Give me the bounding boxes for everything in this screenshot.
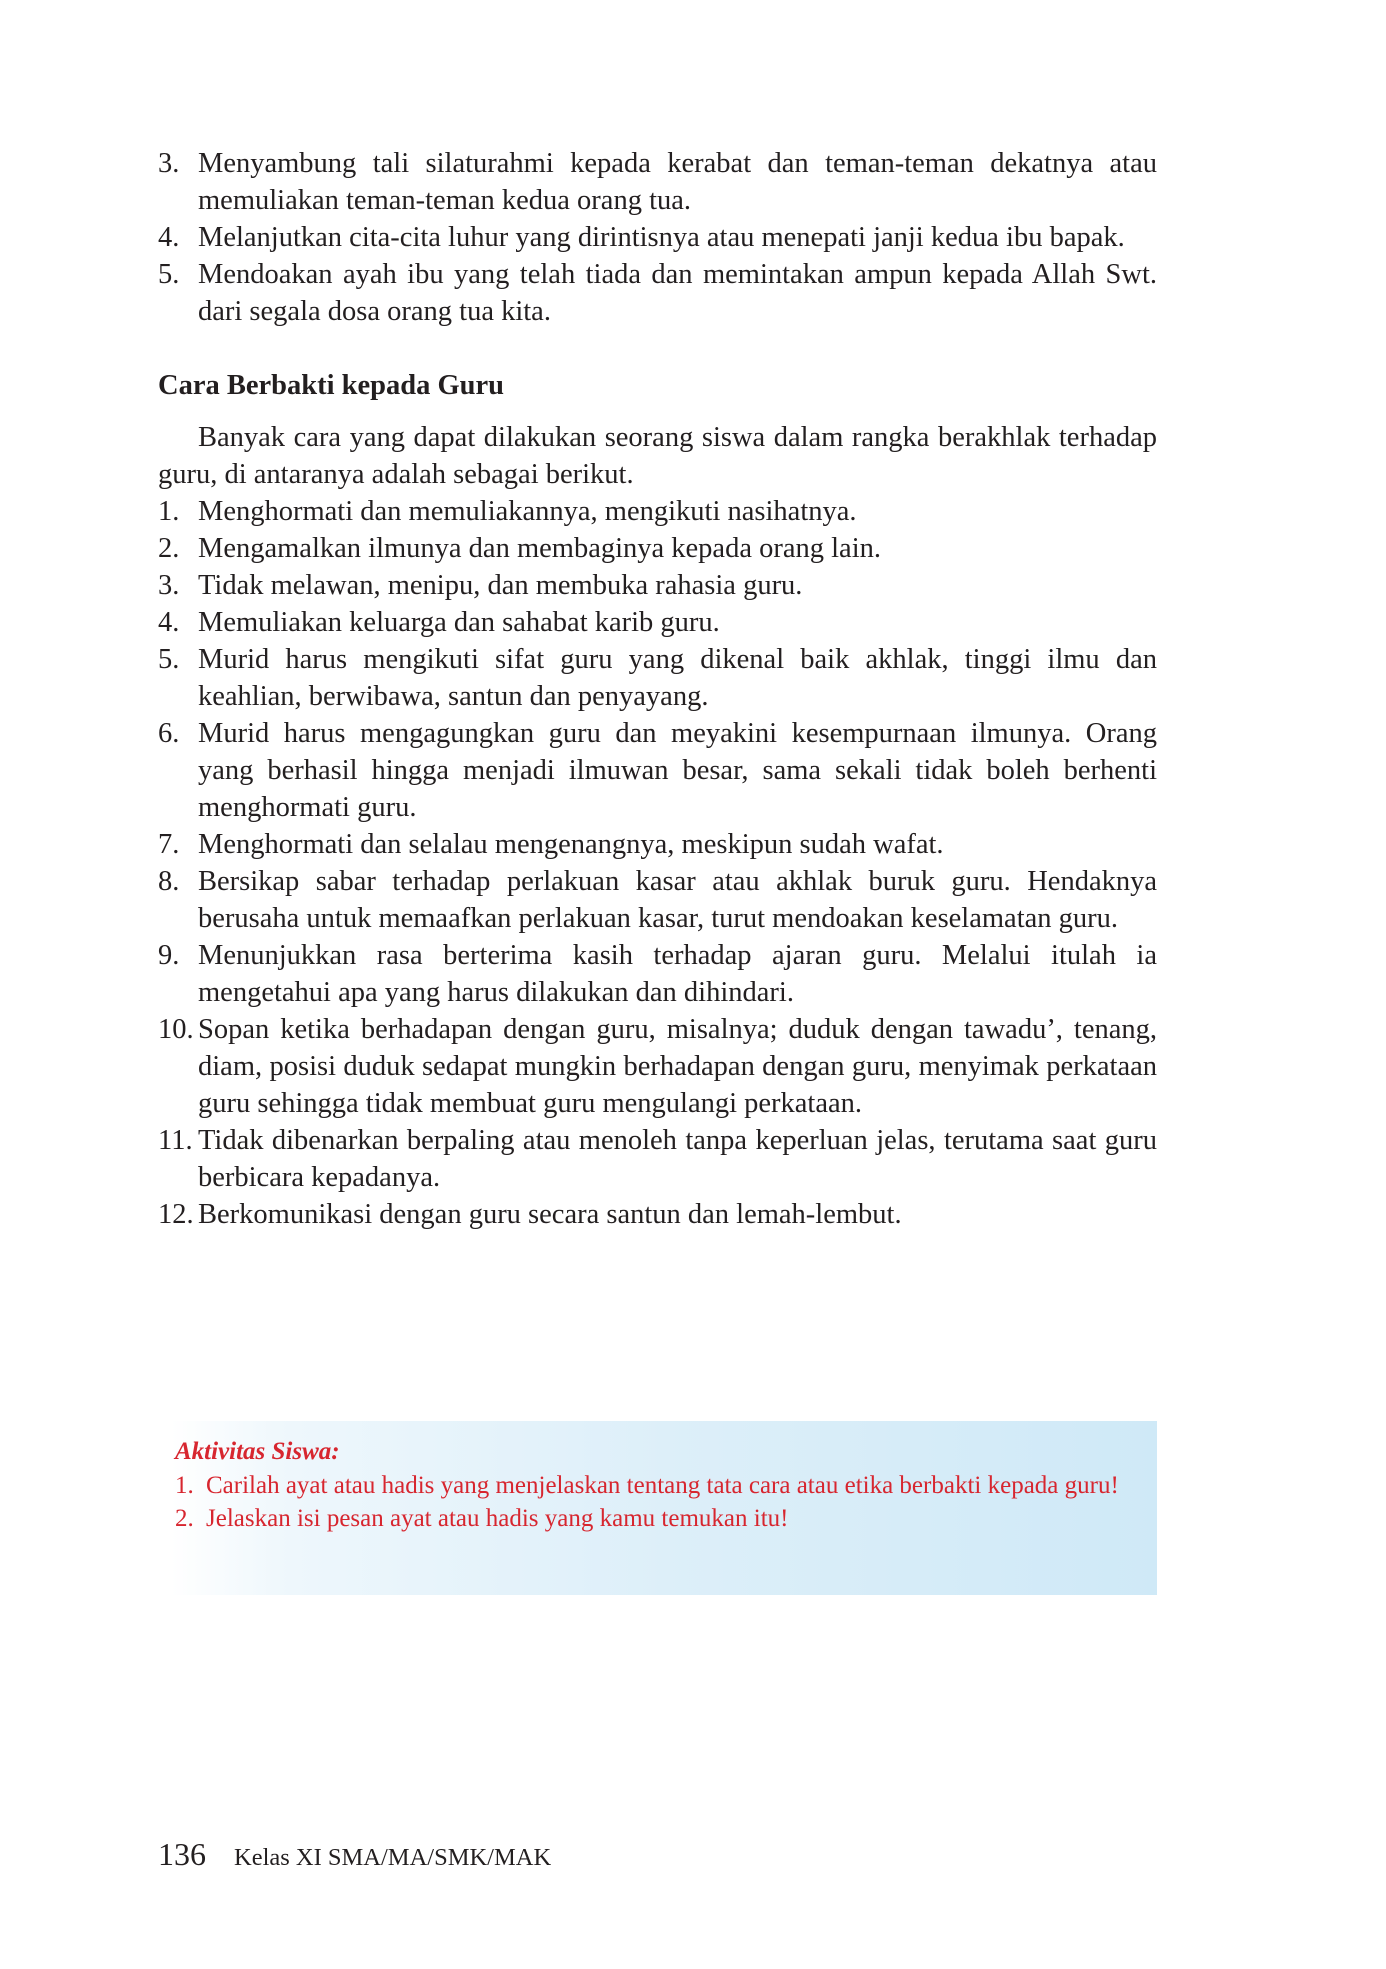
top-list bbox=[158, 145, 1157, 330]
list-item bbox=[158, 1196, 1157, 1233]
list-text: Jelaskan isi pesan ayat atau hadis yang kamu temukan itu! bbox=[206, 1505, 789, 1532]
list-item bbox=[158, 219, 1157, 256]
list-number: 3. bbox=[158, 570, 180, 601]
list-item bbox=[158, 641, 1157, 715]
activity-box bbox=[171, 1421, 1157, 1595]
list-text: Memuliakan keluarga dan sahabat karib guru. bbox=[198, 607, 720, 638]
list-number: 4. bbox=[158, 607, 180, 638]
list-number: 10. bbox=[158, 1014, 194, 1045]
list-item bbox=[173, 1469, 1157, 1502]
list-text: Melanjutkan cita-cita luhur yang dirintisnya atau menepati janji kedua ibu bapak. bbox=[198, 222, 1125, 253]
list-number: 7. bbox=[158, 829, 180, 860]
activity-list bbox=[173, 1469, 1157, 1535]
list-number: 5. bbox=[158, 259, 180, 290]
book-title: Kelas XI SMA/MA/SMK/MAK bbox=[234, 1844, 552, 1871]
list-item bbox=[158, 1011, 1157, 1122]
list-number: 4. bbox=[158, 222, 180, 253]
list-item bbox=[173, 1502, 1157, 1535]
section-intro: Banyak cara yang dapat dilakukan seorang siswa dalam rangka berakhlak terhadap guru, di antaranya adalah sebagai berikut. bbox=[158, 422, 1157, 490]
list-number: 5. bbox=[158, 644, 180, 675]
list-text: Sopan ketika berhadapan dengan guru, misalnya; duduk dengan tawadu’, tenang, diam, posisi duduk sedapat mungkin berhadapan dengan guru, menyimak perkataan guru sehingga tidak membuat guru mengulangi perkataan. bbox=[198, 1014, 1157, 1119]
list-number: 2. bbox=[175, 1505, 194, 1532]
list-item bbox=[158, 826, 1157, 863]
list-item bbox=[158, 567, 1157, 604]
list-item bbox=[158, 530, 1157, 567]
activity-title: Aktivitas Siswa: bbox=[175, 1438, 340, 1465]
list-text: Tidak dibenarkan berpaling atau menoleh tanpa keperluan jelas, terutama saat guru berbicara kepadanya. bbox=[198, 1125, 1157, 1193]
list-text: Menyambung tali silaturahmi kepada kerabat dan teman-teman dekatnya atau memuliakan teman-teman kedua orang tua. bbox=[198, 148, 1157, 216]
list-number: 8. bbox=[158, 866, 180, 897]
list-number: 12. bbox=[158, 1199, 194, 1230]
list-text: Bersikap sabar terhadap perlakuan kasar atau akhlak buruk guru. Hendaknya berusaha untuk memaafkan perlakuan kasar, turut mendoakan keselamatan guru. bbox=[198, 866, 1157, 934]
list-item bbox=[158, 256, 1157, 330]
list-item bbox=[158, 145, 1157, 219]
page-footer bbox=[158, 1836, 551, 1873]
list-item bbox=[158, 937, 1157, 1011]
list-number: 1. bbox=[175, 1472, 194, 1499]
page-number: 136 bbox=[158, 1836, 206, 1872]
list-text: Carilah ayat atau hadis yang menjelaskan tentang tata cara atau etika berbakti kepada guru! bbox=[206, 1472, 1119, 1499]
guru-list bbox=[158, 493, 1157, 1233]
list-text: Mendoakan ayah ibu yang telah tiada dan memintakan ampun kepada Allah Swt. dari segala dosa orang tua kita. bbox=[198, 259, 1157, 327]
list-item bbox=[158, 604, 1157, 641]
list-text: Berkomunikasi dengan guru secara santun dan lemah-lembut. bbox=[198, 1199, 902, 1230]
list-text: Murid harus mengagungkan guru dan meyakini kesempurnaan ilmunya. Orang yang berhasil hingga menjadi ilmuwan besar, sama sekali tidak boleh berhenti menghormati guru. bbox=[198, 718, 1157, 823]
list-item bbox=[158, 493, 1157, 530]
list-number: 6. bbox=[158, 718, 180, 749]
list-number: 2. bbox=[158, 533, 180, 564]
list-text: Murid harus mengikuti sifat guru yang dikenal baik akhlak, tinggi ilmu dan keahlian, berwibawa, santun dan penyayang. bbox=[198, 644, 1157, 712]
page-body bbox=[158, 145, 1157, 1233]
list-text: Menghormati dan memuliakannya, mengikuti nasihatnya. bbox=[198, 496, 857, 527]
list-text: Tidak melawan, menipu, dan membuka rahasia guru. bbox=[198, 570, 803, 601]
list-number: 11. bbox=[158, 1125, 193, 1156]
list-item bbox=[158, 715, 1157, 826]
list-text: Menunjukkan rasa berterima kasih terhadap ajaran guru. Melalui itulah ia mengetahui apa yang harus dilakukan dan dihindari. bbox=[198, 940, 1157, 1008]
list-number: 9. bbox=[158, 940, 180, 971]
section-heading: Cara Berbakti kepada Guru bbox=[158, 370, 504, 401]
list-text: Menghormati dan selalau mengenangnya, meskipun sudah wafat. bbox=[198, 829, 944, 860]
list-number: 1. bbox=[158, 496, 180, 527]
list-item bbox=[158, 1122, 1157, 1196]
list-number: 3. bbox=[158, 148, 180, 179]
list-text: Mengamalkan ilmunya dan membaginya kepada orang lain. bbox=[198, 533, 881, 564]
list-item bbox=[158, 863, 1157, 937]
